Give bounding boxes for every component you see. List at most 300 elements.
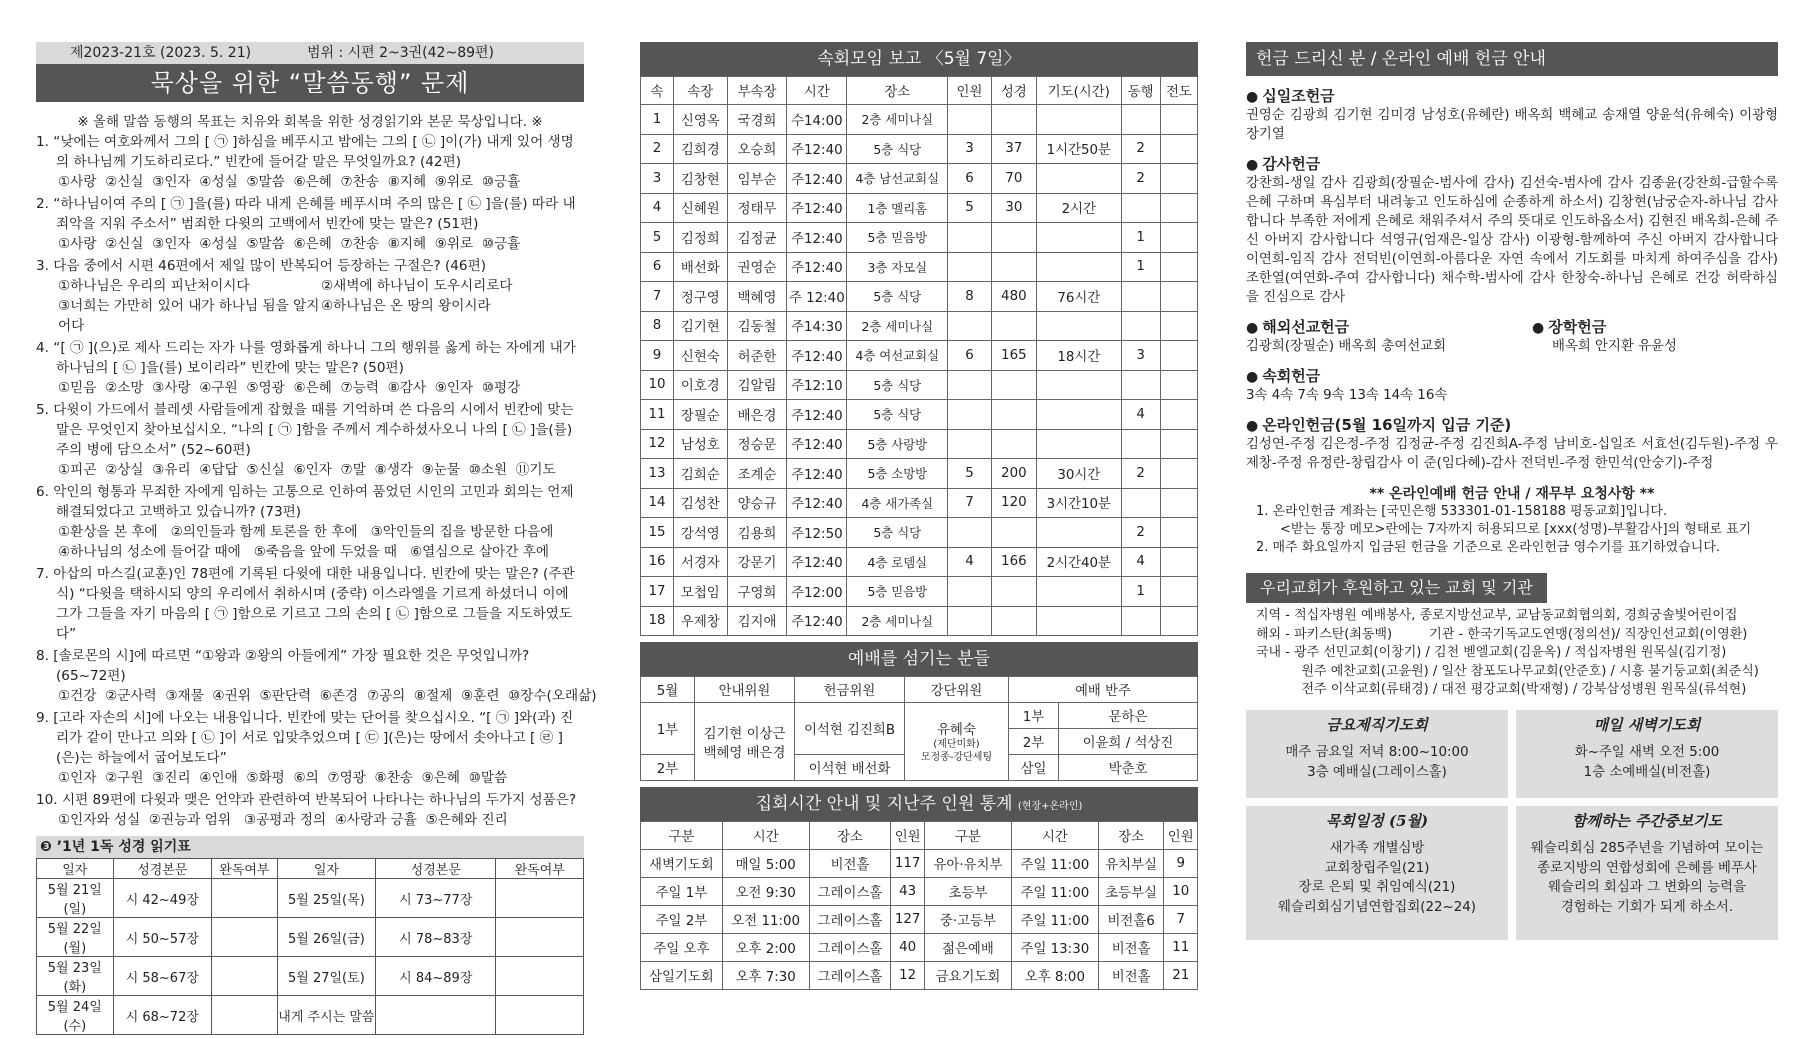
question-item (36, 400, 584, 480)
part-2-label: 2부 (641, 755, 695, 781)
question-item (36, 194, 584, 254)
meeting-cell: 30 (991, 193, 1036, 223)
meeting-cell: 4층 여선교회실 (847, 341, 948, 371)
bullet-icon: ● (1246, 157, 1259, 173)
scholar-list: 배옥희 안지환 유윤성 (1552, 339, 1677, 354)
question-item (36, 646, 597, 706)
meeting-cell: 120 (991, 488, 1036, 518)
bullet-icon: ● (1246, 369, 1259, 385)
meeting-cell: 김동철 (727, 311, 787, 341)
page-title: 묵상을 위한 “말씀동행” 문제 (36, 64, 584, 102)
question-text: 3. 다음 중에서 시편 46편에서 제일 많이 반복되어 등장하는 구절은? (46편) (36, 258, 487, 274)
meeting-cell (1037, 370, 1122, 400)
meeting-cell: 주12:10 (787, 370, 847, 400)
meeting-cell: 15 (641, 518, 674, 548)
meeting-cell: 1층 멜리홈 (847, 193, 948, 223)
meeting-cell (1160, 311, 1197, 341)
reading-cell: 시 73~77장 (376, 879, 496, 918)
meeting-cell: 5층 식당 (847, 370, 948, 400)
meeting-cell: 5층 믿음방 (847, 223, 948, 253)
mission-scholar-row (1246, 307, 1778, 356)
attendance-cell: 새벽기도회 (641, 850, 723, 878)
reading-cell (212, 879, 278, 918)
devotion-column (36, 42, 597, 1035)
meeting-cell: 5 (948, 193, 991, 223)
question-text: 4. “[ ㉠ ](으)로 제사 드리는 자가 나를 영화롭게 하나니 그의 행위를 옳게 하는 자에게 내가 하나님의 [ ㉡ ]을(를) 보이리라” 빈칸에 맞는 말은? (50편) (36, 340, 576, 376)
attendance-header: 인원 (891, 822, 924, 850)
attendance-cell: 주일 11:00 (1011, 878, 1098, 906)
question-option: ②새벽에 하나님이 도우시리로다 (321, 278, 513, 294)
reading-cell: 시 84~89장 (376, 957, 496, 996)
question-text: 10. 시편 89편에 다윗과 맺은 언약과 관련하여 반복되어 나타나는 하나님의 두가지 성품은? (36, 792, 577, 808)
table-row (641, 488, 1198, 518)
meeting-cell: 5층 믿음방 (847, 577, 948, 607)
meeting-cell: 남성호 (674, 429, 728, 459)
meeting-header: 부속장 (727, 77, 787, 105)
bullet-icon: ● (1246, 418, 1259, 434)
meeting-cell: 2 (1121, 518, 1160, 548)
meeting-cell (1121, 311, 1160, 341)
meeting-cell: 우제창 (674, 606, 728, 636)
meeting-cell: 김희경 (674, 134, 728, 164)
online-heading-text: 온라인헌금(5월 16일까지 입금 기준) (1262, 416, 1512, 434)
meeting-cell: 정태무 (727, 193, 787, 223)
meeting-cell (948, 577, 991, 607)
meeting-cell: 배은경 (727, 400, 787, 430)
meeting-cell (1121, 606, 1160, 636)
reading-cell: 5월 25일(목) (277, 879, 375, 918)
reading-cell: 시 58~67장 (113, 957, 211, 996)
attendance-cell: 주일 2부 (641, 906, 723, 934)
question-options: ①사랑 ②신실 ③인자 ④성실 ⑤말씀 ⑥은혜 ⑦찬송 ⑧지혜 ⑨위로 ⑩긍휼 (58, 236, 521, 252)
meeting-cell: 3시간10분 (1037, 488, 1122, 518)
accomp-part: 삼일 (1009, 755, 1059, 781)
attendance-cell: 그레이스홀 (809, 962, 891, 990)
table-row (641, 577, 1198, 607)
meeting-cell: 주12:40 (787, 341, 847, 371)
meeting-cell: 16 (641, 547, 674, 577)
meeting-cell: 김희순 (674, 459, 728, 489)
meeting-cell: 1 (1121, 252, 1160, 282)
meeting-cell: 6 (948, 164, 991, 194)
info-box-line: 웨슬리회심 285주년을 기념하여 모이는 (1530, 841, 1764, 856)
meeting-cell (1037, 164, 1122, 194)
attendance-cell: 젊은예배 (924, 934, 1011, 962)
meeting-cell: 수14:00 (787, 105, 847, 135)
reading-range: 범위 : 시편 2~3권(42~89편) (306, 45, 494, 61)
meeting-cell: 구영희 (727, 577, 787, 607)
reading-cell: 5월 26일(금) (277, 918, 375, 957)
meeting-cell: 5층 식당 (847, 282, 948, 312)
meeting-cell (1037, 311, 1122, 341)
meeting-cell: 권영순 (727, 252, 787, 282)
meeting-cell: 3 (948, 134, 991, 164)
reading-cell: 시 68~72장 (113, 996, 211, 1035)
meeting-cell (948, 400, 991, 430)
meeting-cell (1160, 488, 1197, 518)
meeting-cell (1160, 518, 1197, 548)
meeting-cell: 9 (641, 341, 674, 371)
meeting-cell: 주12:40 (787, 606, 847, 636)
meeting-cell (1160, 429, 1197, 459)
question-text: 6. 악인의 형통과 무죄한 자에게 임하는 고통으로 인하여 품었던 시인의 고민과 회의는 언제 해결되었다고 고백하고 있습니까? (73편) (36, 484, 574, 520)
notice-2: 2. 매주 화요일까지 입금된 헌금을 기준으로 온라인헌금 영수기를 표기하였습니다. (1256, 540, 1721, 555)
question-options-row (36, 296, 584, 336)
attendance-title (640, 787, 1198, 821)
question-item (36, 256, 584, 336)
meeting-cell: 7 (641, 282, 674, 312)
meeting-cell: 주12:40 (787, 488, 847, 518)
attendance-cell: 43 (891, 878, 924, 906)
meeting-cell (1037, 252, 1122, 282)
accomp-part: 2부 (1009, 729, 1059, 755)
table-row (641, 370, 1198, 400)
meeting-cell (1037, 223, 1122, 253)
meeting-cell (1121, 370, 1160, 400)
offering-title: 헌금 드리신 분 / 온라인 예배 헌금 안내 (1246, 42, 1778, 76)
attendance-cell: 주일 오후 (641, 934, 723, 962)
meeting-cell (1160, 105, 1197, 135)
meeting-cell (1160, 193, 1197, 223)
attendance-cell: 오후 2:00 (722, 934, 809, 962)
meeting-cell: 5층 식당 (847, 400, 948, 430)
meeting-cell: 3층 자모실 (847, 252, 948, 282)
table-row (641, 850, 1198, 878)
cell-heading (1246, 365, 1778, 386)
table-row (641, 518, 1198, 548)
meeting-cell: 주12:40 (787, 252, 847, 282)
reading-cell (212, 996, 278, 1035)
meeting-cell: 주12:40 (787, 164, 847, 194)
online-list: 김성연-주정 김은정-주정 김정균-주정 김진희A-주정 남비호-십일조 서효선(김두원)-주정 우제창-주정 유정란-창립감사 이 준(임다혜)-감사 전덕빈-주정 한민석(안숭기)-주정 (1246, 437, 1778, 471)
table-row (641, 223, 1198, 253)
thanks-heading (1246, 153, 1778, 174)
attendance-cell: 금요기도회 (924, 962, 1011, 990)
attendance-cell: 127 (891, 906, 924, 934)
mission-list: 김광희(장필순) 배옥희 총여선교회 (1246, 339, 1447, 354)
meeting-cell: 1 (641, 105, 674, 135)
notice-1b: <받는 통장 메모>란에는 7자까지 허용되므로 [xxx(성명)-부활감사]의 형태로 표기 (1280, 522, 1752, 537)
attendance-cell: 유치부실 (1098, 850, 1164, 878)
table-row (641, 547, 1198, 577)
attendance-cell: 117 (891, 850, 924, 878)
meeting-cell (1160, 223, 1197, 253)
table-row (641, 193, 1198, 223)
support-list (1246, 607, 1778, 700)
meeting-cell (948, 518, 991, 548)
servers-title: 예배를 섬기는 분들 (640, 642, 1198, 676)
meeting-cell: 37 (991, 134, 1036, 164)
meeting-cell: 2 (1121, 164, 1160, 194)
question-text: 2. “하나님이여 주의 [ ㉠ ]을(를) 따라 내게 은혜를 베푸시며 주의 많은 [ ㉡ ]을(를) 따라 내 죄악을 지워 주소서” 범죄한 다윗의 고백에서 빈칸에 맞는 말은? (51편) (36, 196, 576, 232)
meeting-cell: 6 (641, 252, 674, 282)
meeting-cell (1160, 341, 1197, 371)
meeting-cell: 2 (641, 134, 674, 164)
meeting-cell: 4 (1121, 400, 1160, 430)
question-item (36, 132, 584, 192)
bullet-icon: ● (1246, 320, 1259, 336)
meeting-cell: 정승문 (727, 429, 787, 459)
meeting-cell (991, 606, 1036, 636)
accomp-name: 박춘호 (1059, 755, 1198, 781)
meeting-cell (948, 223, 991, 253)
meeting-cell: 5층 사랑방 (847, 429, 948, 459)
meeting-cell (1160, 400, 1197, 430)
meeting-cell (991, 252, 1036, 282)
thanks-heading-text: 감사헌금 (1262, 155, 1321, 173)
meeting-cell: 주 12:40 (787, 282, 847, 312)
altar-sub1: (제단미화) (933, 739, 980, 750)
reading-cell: 5월 27일(토) (277, 957, 375, 996)
meeting-header: 속 (641, 77, 674, 105)
meeting-cell: 신영옥 (674, 105, 728, 135)
table-row (641, 606, 1198, 636)
question-item (36, 708, 584, 788)
issue-line (36, 42, 584, 64)
mission-heading-text: 해외선교헌금 (1262, 318, 1350, 336)
scholar-heading (1532, 316, 1778, 337)
meeting-cell: 김용희 (727, 518, 787, 548)
meeting-header: 장소 (847, 77, 948, 105)
meeting-cell: 14 (641, 488, 674, 518)
info-box-title: 함께하는 주간중보기도 (1571, 811, 1723, 830)
table-row (37, 957, 584, 996)
reading-cell (212, 957, 278, 996)
question-options-row (36, 276, 584, 296)
support-line: 국내 - 광주 선민교회(이창기) / 김천 벧엘교회(김윤옥) / 적십자병원 원목실(김기정) (1256, 645, 1727, 660)
question-list (36, 132, 597, 830)
meeting-cell: 5층 식당 (847, 518, 948, 548)
intro-note: ※ 올해 말씀 동행의 목표는 치유와 회복을 위한 성경읽기와 본문 묵상입니다. ※ (77, 114, 543, 130)
meeting-cell (991, 311, 1036, 341)
meeting-cell: 국경희 (727, 105, 787, 135)
servers-header: 강단위원 (905, 677, 1009, 703)
tithe-heading (1246, 85, 1778, 106)
meeting-cell (991, 223, 1036, 253)
tithe-heading-text: 십일조헌금 (1262, 87, 1335, 105)
meeting-header: 전도 (1160, 77, 1197, 105)
meeting-cell: 200 (991, 459, 1036, 489)
question-options: ①인자 ②구원 ③진리 ④인애 ⑤화평 ⑥의 ⑦영광 ⑧찬송 ⑨은혜 ⑩말씀 (58, 770, 508, 786)
meeting-cell (1037, 429, 1122, 459)
meeting-cell: 김정희 (674, 223, 728, 253)
question-item (36, 482, 584, 562)
reading-cell: 5월 24일(수) (37, 996, 114, 1035)
meeting-cell (1121, 105, 1160, 135)
table-row (641, 164, 1198, 194)
info-box-line: 종로지방의 연합성회에 은혜를 베푸사 (1537, 860, 1757, 876)
reading-cell (496, 957, 584, 996)
meeting-header: 인원 (948, 77, 991, 105)
meeting-cell: 김지애 (727, 606, 787, 636)
meeting-cell: 2 (1121, 459, 1160, 489)
attendance-header: 인원 (1164, 822, 1198, 850)
meeting-cell: 76시간 (1037, 282, 1122, 312)
info-box-line: 장로 은퇴 및 취임예식(21) (1298, 880, 1456, 895)
question-options: ①피곤 ②상실 ③유리 ④답답 ⑤신실 ⑥인자 ⑦말 ⑧생각 ⑨눈물 ⑩소원 ⑪기도 (58, 462, 556, 478)
attendance-cell: 오전 9:30 (722, 878, 809, 906)
question-option: ③너희는 가만히 있어 내가 하나님 됨을 알지어다 (58, 298, 320, 334)
question-item (36, 338, 584, 398)
meeting-cell (1160, 164, 1197, 194)
meeting-cell: 10 (641, 370, 674, 400)
attendance-cell: 비전홀 (1098, 934, 1164, 962)
meeting-cell: 1 (1121, 223, 1160, 253)
meeting-cell (1160, 577, 1197, 607)
cell-heading-text: 속회헌금 (1262, 367, 1321, 385)
meeting-cell: 2 (1121, 134, 1160, 164)
question-text: 7. 아삽의 마스길(교훈)인 78편에 기록된 다윗에 대한 내용입니다. 빈칸에 맞는 말은? (주관식) “다윗을 택하시되 양의 우리에서 취하시며 (중략) 이스라엘을 기르게 하셨더니 이에 그가 그들을 자기 마음의 [ ㉠ ]함으로 기르고 그의 손의 [ ㉡ ]함으로 그들을 지도하였도다” (36, 566, 575, 642)
question-options: ①건강 ②군사력 ③재물 ④권위 ⑤판단력 ⑥존경 ⑦공의 ⑧절제 ⑨훈련 ⑩장수(오래삶) (58, 688, 597, 704)
meeting-cell: 신현숙 (674, 341, 728, 371)
meeting-header: 동행 (1121, 77, 1160, 105)
meeting-cell: 1 (1121, 577, 1160, 607)
meeting-cell: 13 (641, 459, 674, 489)
meeting-cell: 주12:00 (787, 577, 847, 607)
attendance-cell: 중·고등부 (924, 906, 1011, 934)
attendance-cell: 비전홀 (1098, 962, 1164, 990)
meeting-header: 시간 (787, 77, 847, 105)
table-row (641, 429, 1198, 459)
attendance-title-note: (현장+온라인) (1017, 801, 1083, 812)
meeting-cell: 임부순 (727, 164, 787, 194)
question-text: 9. [고라 자손의 시]에 나오는 내용입니다. 빈칸에 맞는 단어를 찾으십시오. “[ ㉠ ]와(과) 진리가 같이 만나고 의와 [ ㉡ ]이 서로 입맞추었으며 [ ㉢ ](은)는 땅에서 솟아나고 [ ㉣ ](은)는 하늘에서 굽어보도다” (36, 710, 574, 766)
info-boxes (1246, 710, 1778, 940)
attendance-table (640, 821, 1198, 990)
meeting-cell: 3 (1121, 341, 1160, 371)
issue-number: 제2023-21호 (2023. 5. 21) (70, 45, 252, 61)
servers-header: 5월 (641, 677, 695, 703)
guide-1: 김기현 이상근 (703, 726, 786, 742)
attendance-cell: 유아·유치부 (924, 850, 1011, 878)
accomp-name: 문하은 (1059, 703, 1198, 729)
meeting-cell (1160, 370, 1197, 400)
reading-plan-table (36, 858, 584, 1035)
meeting-cell: 166 (991, 547, 1036, 577)
reading-header: 일자 (277, 859, 375, 879)
attendance-cell: 10 (1164, 878, 1198, 906)
meeting-cell: 2층 세미나실 (847, 311, 948, 341)
meeting-cell: 김정균 (727, 223, 787, 253)
bullet-icon: ● (1532, 320, 1545, 336)
meeting-cell (1160, 606, 1197, 636)
reading-cell: 시 42~49장 (113, 879, 211, 918)
servers-header: 예배 반주 (1009, 677, 1198, 703)
reading-cell (212, 918, 278, 957)
meeting-cell: 4층 로뎀실 (847, 547, 948, 577)
part-1-label: 1부 (641, 703, 695, 755)
meeting-cell: 4층 새가족실 (847, 488, 948, 518)
meeting-cell: 주12:40 (787, 547, 847, 577)
reading-cell (496, 879, 584, 918)
meeting-cell (1121, 282, 1160, 312)
meeting-cell: 4 (641, 193, 674, 223)
meeting-header: 속장 (674, 77, 728, 105)
meeting-cell: 3 (641, 164, 674, 194)
info-box (1516, 710, 1778, 798)
meeting-cell (1160, 134, 1197, 164)
attendance-cell: 비전홀6 (1098, 906, 1164, 934)
meeting-cell: 주12:40 (787, 223, 847, 253)
info-box-title: 목회일정 (5월) (1325, 811, 1429, 830)
question-text: 1. “낮에는 여호와께서 그의 [ ㉠ ]하심을 베푸시고 밤에는 그의 [ ㉡ ]이(가) 내게 있어 생명의 하나님께 기도하리로다.” 빈칸에 들어갈 말은 무엇일까요? (42편) (36, 134, 574, 170)
meeting-cell (991, 105, 1036, 135)
meeting-cell: 주14:30 (787, 311, 847, 341)
online-heading (1246, 414, 1778, 435)
meeting-cell: 7 (948, 488, 991, 518)
meeting-cell: 4층 남선교회실 (847, 164, 948, 194)
info-box-line: 웨슬리의 회심과 그 변화의 능력을 (1547, 880, 1747, 895)
meeting-cell: 2시간40분 (1037, 547, 1122, 577)
reading-header: 성경본문 (113, 859, 211, 879)
meeting-cell (948, 429, 991, 459)
reading-header: 성경본문 (376, 859, 496, 879)
attendance-cell: 그레이스홀 (809, 906, 891, 934)
servers-header: 헌금위원 (795, 677, 905, 703)
meeting-cell (948, 606, 991, 636)
info-box-line: 매주 금요일 저녁 8:00~10:00 (1285, 745, 1469, 760)
info-box-line: 1층 소예배실(비전홀) (1583, 764, 1711, 780)
meeting-header: 성경 (991, 77, 1036, 105)
altar-servers (905, 703, 1009, 781)
meeting-cell: 이호경 (674, 370, 728, 400)
reading-cell: 5월 23일(화) (37, 957, 114, 996)
attendance-header: 시간 (722, 822, 809, 850)
meeting-cell: 주12:40 (787, 134, 847, 164)
attendance-cell: 9 (1164, 850, 1198, 878)
meeting-cell: 5 (948, 459, 991, 489)
meeting-cell: 신혜원 (674, 193, 728, 223)
report-column (640, 42, 1198, 990)
reading-cell: 시 50~57장 (113, 918, 211, 957)
meeting-cell: 4 (948, 547, 991, 577)
meeting-cell (991, 429, 1036, 459)
accomp-part: 1부 (1009, 703, 1059, 729)
meeting-cell: 70 (991, 164, 1036, 194)
meeting-cell: 허준한 (727, 341, 787, 371)
meeting-cell (1160, 282, 1197, 312)
meeting-header: 기도(시간) (1037, 77, 1122, 105)
meeting-cell (1121, 429, 1160, 459)
question-options: ①환상을 본 후에 ②의인들과 함께 토론을 한 후에 ③악인들의 집을 방문한 다음에 ④하나님의 성소에 들어갈 때에 ⑤죽음을 앞에 두었을 때 ⑥열심으로 살아간 후에 (58, 524, 554, 560)
meeting-cell: 양승규 (727, 488, 787, 518)
table-row (641, 134, 1198, 164)
table-row (641, 341, 1198, 371)
support-line: 원주 예찬교회(고윤원) / 일산 참포도나무교회(안준호) / 시흥 불기둥교회(최준식) (1256, 663, 1759, 679)
support-line: 해외 - 파키스탄(최동백) 기관 - 한국기독교도연맹(정의선)/ 직장인선교회(이영환) (1256, 626, 1748, 642)
meeting-cell: 모첩임 (674, 577, 728, 607)
meeting-cell (1121, 488, 1160, 518)
table-row (641, 311, 1198, 341)
altar-name: 유혜숙 (937, 723, 976, 738)
table-row (37, 918, 584, 957)
info-box-line: 3층 예배실(그레이스홀) (1307, 764, 1447, 780)
attendance-cell: 오후 7:30 (722, 962, 809, 990)
meeting-cell: 조계순 (727, 459, 787, 489)
meeting-cell: 장필순 (674, 400, 728, 430)
question-text: 8. [솔로몬의 시]에 따르면 “①왕과 ②왕의 아들에게” 가장 필요한 것은 무엇입니까? (65~72편) (36, 648, 530, 684)
meeting-cell (1037, 400, 1122, 430)
reading-header: 완독여부 (212, 859, 278, 879)
meeting-cell (1160, 459, 1197, 489)
meeting-cell: 김알림 (727, 370, 787, 400)
offering-1: 이석현 김진희B (795, 703, 905, 755)
meeting-cell (1121, 193, 1160, 223)
meeting-cell: 오승희 (727, 134, 787, 164)
notice-1: 1. 온라인헌금 계좌는 [국민은행 533301-01-158188 평동교회]입니다. (1256, 504, 1668, 519)
attendance-cell: 11 (1164, 934, 1198, 962)
meeting-cell: 165 (991, 341, 1036, 371)
